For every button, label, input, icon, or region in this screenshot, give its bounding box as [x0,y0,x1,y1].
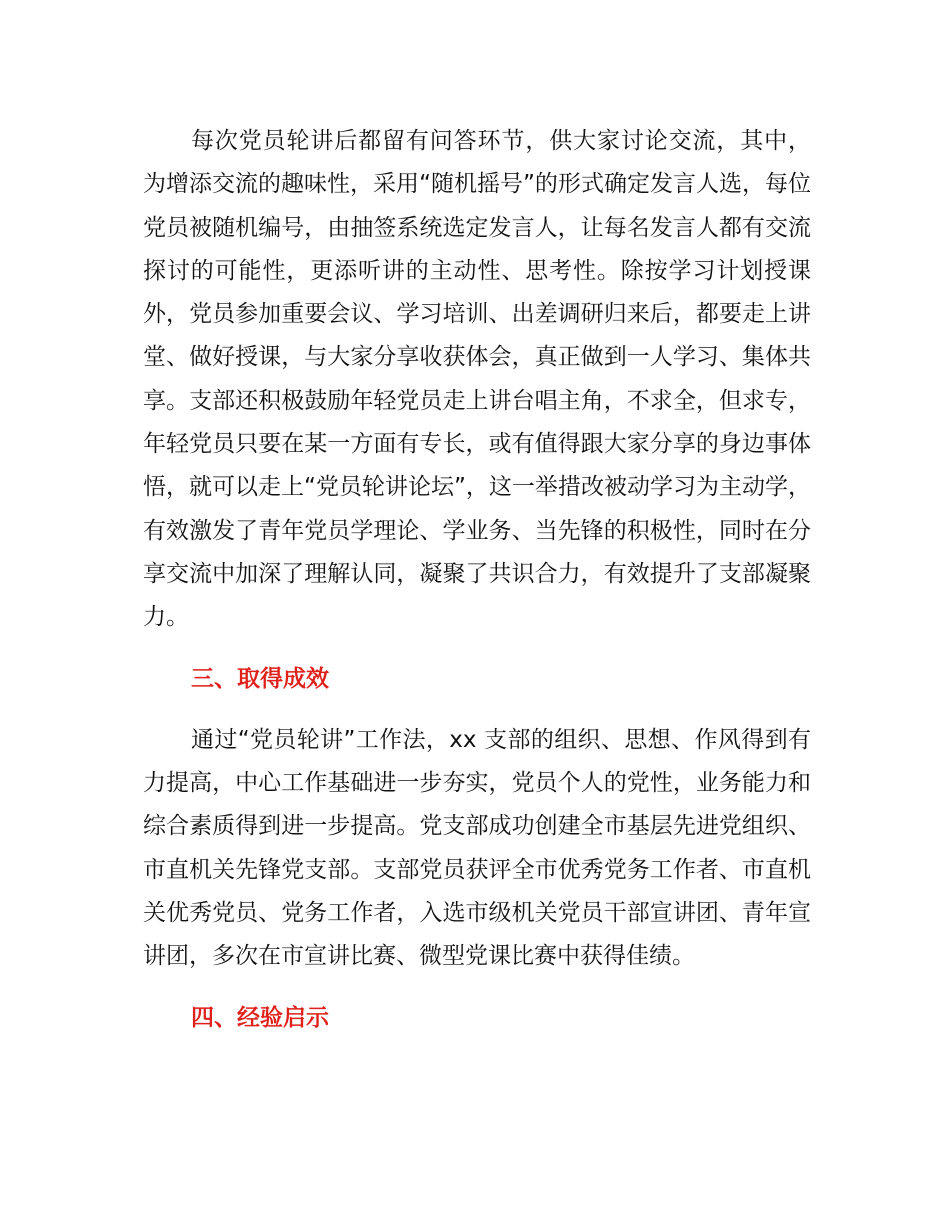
section-gap [143,701,811,719]
paragraph-question-answer: 每次党员轮讲后都留有问答环节，供大家讨论交流，其中，为增添交流的趣味性，采用“随机摇号”的形式确定发言人选，每位党员被随机编号，由抽签系统选定发言人，让每名发言人都有交流探讨的可能性，更添听讲的主动性、思考性。除按学习计划授课外，党员参加重要会议、学习培训、出差调研归来后，都要走上讲堂、做好授课，与大家分享收获体会，真正做到一人学习、集体共享。支部还积极鼓励年轻党员走上讲台唱主角，不求全，但求专，年轻党员只要在某一方面有专长，或有值得跟大家分享的身边事体悟，就可以走上“党员轮讲论坛”，这一举措改被动学习为主动学，有效激发了青年党员学理论、学业务、当先锋的积极性，同时在分享交流中加深了理解认同，凝聚了共识合力，有效提升了支部凝聚力。 [143,128,811,631]
section-heading-experience: 四、经验启示 [191,1004,329,1031]
paragraph-results: 通过“党员轮讲”工作法，xx 支部的组织、思想、作风得到有力提高，中心工作基础进一步夯实，党员个人的党性，业务能力和综合素质得到进一步提高。党支部成功创建全市基层先进党组织、市直机关先锋党支部。支部党员获评全市优秀党务工作者、市直机关优秀党员、党务工作者，入选市级机关党员干部宣讲团、青年宣讲团，多次在市宣讲比赛、微型党课比赛中获得佳绩。 [143,726,811,970]
section-gap [143,640,811,658]
section-gap [143,979,811,997]
section-heading-results: 三、取得成效 [191,665,329,692]
document-body [143,120,811,1040]
